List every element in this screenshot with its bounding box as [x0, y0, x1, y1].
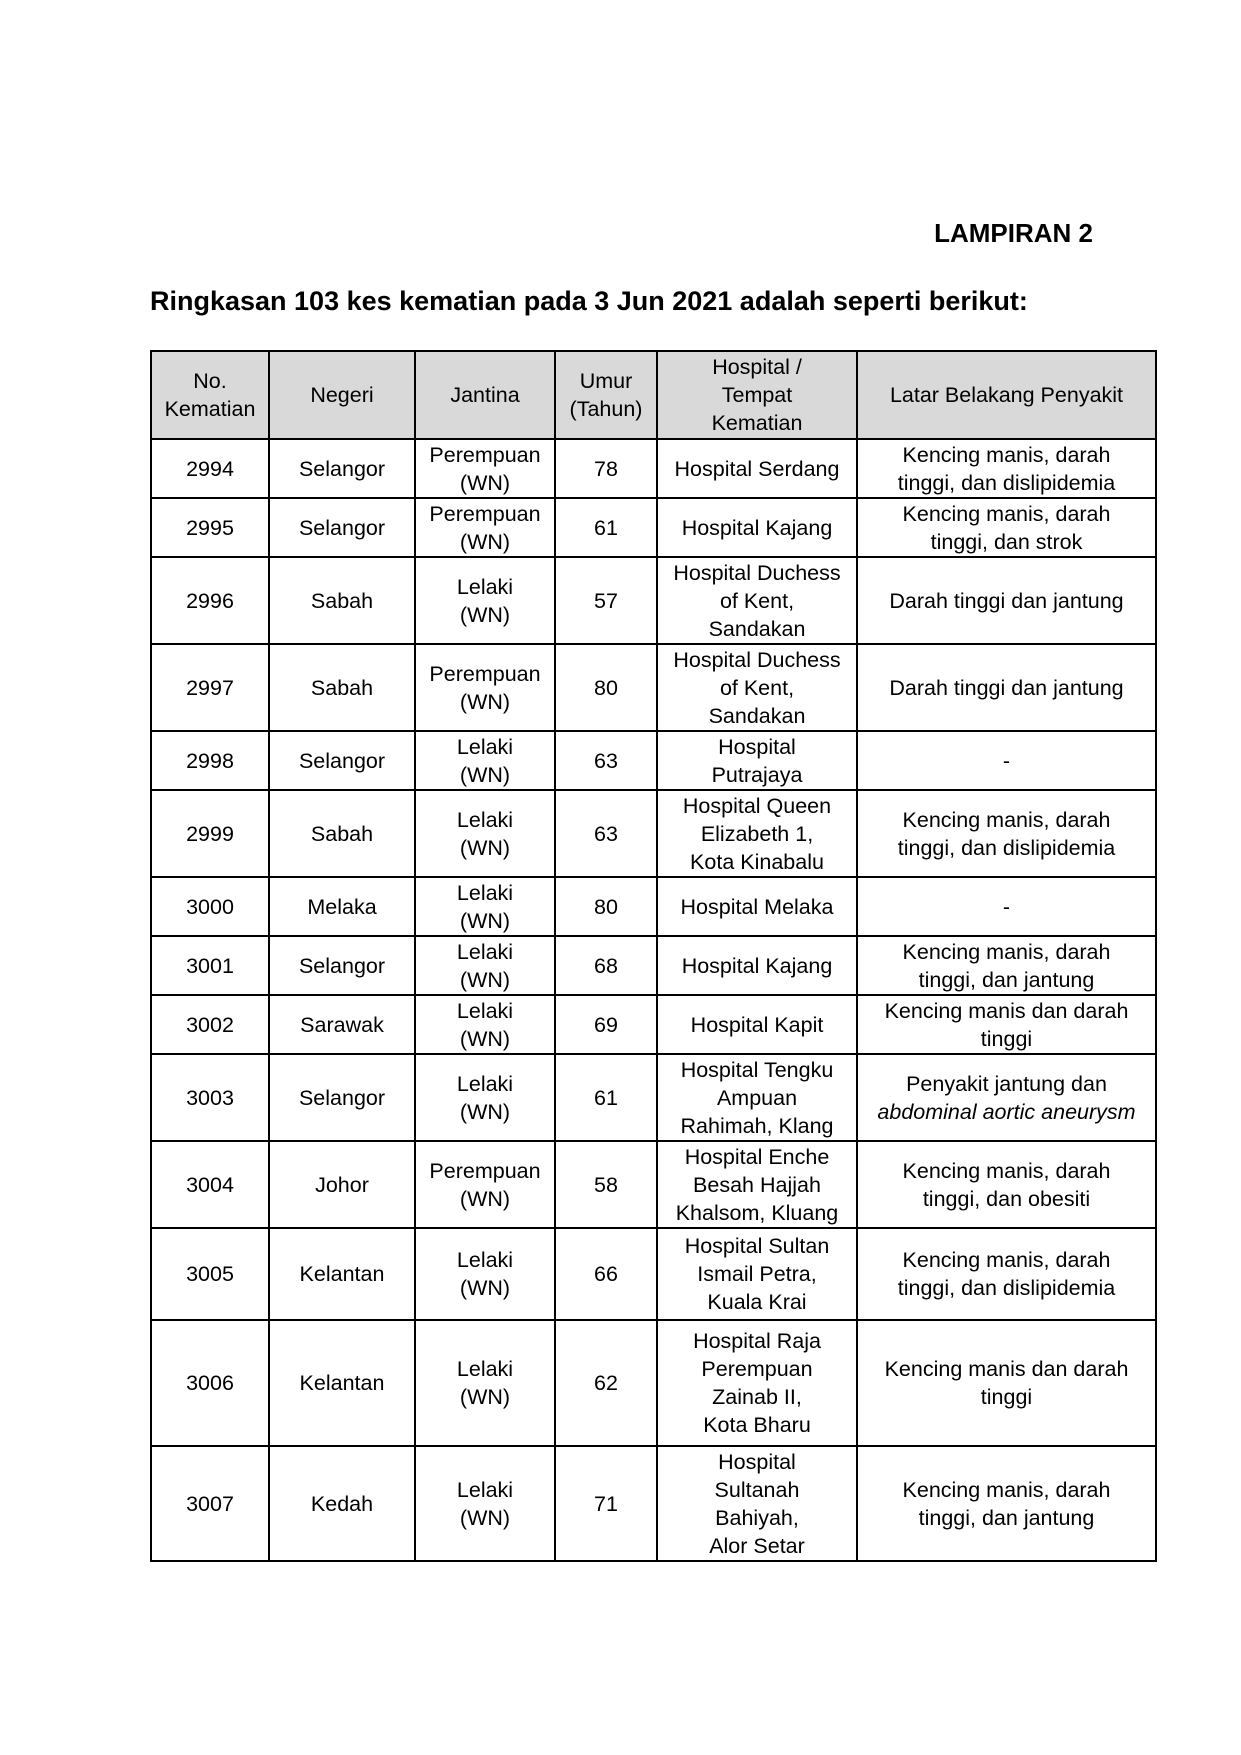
- table-row: [151, 557, 1156, 644]
- cell-line: Kencing manis dan darah: [884, 1357, 1129, 1381]
- cell-line: (WN): [459, 1186, 511, 1211]
- death-number-cell: 2998: [151, 731, 269, 790]
- cell-line: Hospital Enche: [684, 1144, 830, 1169]
- gender-cell: [415, 498, 555, 557]
- cell-line: Kencing manis, darah: [902, 442, 1111, 467]
- gender-cell: [415, 936, 555, 995]
- cell-line: Lelaki: [456, 807, 514, 832]
- table-row: [151, 644, 1156, 731]
- age-cell: 80: [555, 877, 657, 936]
- background-cell: [857, 557, 1156, 644]
- cell-line: Ampuan: [716, 1085, 798, 1110]
- deaths-table: [150, 350, 1157, 1562]
- cell-line: No.: [193, 369, 227, 393]
- death-number-cell: 3000: [151, 877, 269, 936]
- age-cell: 68: [555, 936, 657, 995]
- cell-line: Lelaki: [456, 880, 514, 905]
- hospital-cell: [657, 877, 857, 936]
- header-age: [555, 351, 657, 439]
- cell-line: (WN): [459, 1099, 511, 1124]
- header-gender: [415, 351, 555, 439]
- state-cell: Kedah: [269, 1446, 415, 1561]
- state-cell: Sarawak: [269, 995, 415, 1054]
- cell-line: Darah tinggi dan jantung: [889, 675, 1124, 700]
- death-number-cell: 3002: [151, 995, 269, 1054]
- cell-line: (WN): [459, 1276, 511, 1300]
- cell-line: Kencing manis, darah: [902, 501, 1111, 526]
- state-cell: Sabah: [269, 557, 415, 644]
- cell-line: (WN): [459, 529, 511, 554]
- state-cell: Sabah: [269, 644, 415, 731]
- hospital-cell: [657, 1228, 857, 1320]
- cell-line: tinggi, dan strok: [930, 529, 1083, 554]
- table-row: [151, 1446, 1156, 1561]
- hospital-cell: [657, 498, 857, 557]
- background-cell: [857, 1054, 1156, 1141]
- cell-line: Perempuan: [429, 501, 541, 526]
- cell-line: Hospital Duchess: [673, 560, 841, 585]
- background-cell: [857, 790, 1156, 877]
- background-cell: [857, 498, 1156, 557]
- cell-line: Zainab II,: [712, 1385, 802, 1409]
- appendix-label: LAMPIRAN 2: [934, 218, 1093, 248]
- state-cell: Selangor: [269, 936, 415, 995]
- gender-cell: [415, 731, 555, 790]
- cell-line: tinggi: [980, 1026, 1033, 1051]
- cell-line: Sultanah: [714, 1477, 800, 1502]
- cell-line: -: [1002, 894, 1011, 919]
- cell-line: Kuala Krai: [707, 1290, 807, 1314]
- cell-line: Latar Belakang Penyakit: [889, 383, 1124, 407]
- state-cell: Selangor: [269, 439, 415, 498]
- death-number-cell: 2994: [151, 439, 269, 498]
- cell-line: Sandakan: [708, 703, 806, 728]
- background-cell: [857, 936, 1156, 995]
- cell-line: Kencing manis, darah: [902, 1158, 1111, 1183]
- hospital-cell: [657, 557, 857, 644]
- age-cell: 80: [555, 644, 657, 731]
- cell-line: Hospital: [718, 734, 796, 759]
- cell-line: Negeri: [310, 383, 374, 407]
- cell-line: Hospital Sultan: [684, 1234, 830, 1258]
- cell-line: Lelaki: [456, 1248, 514, 1272]
- cell-line: Kota Kinabalu: [690, 849, 824, 874]
- table-row: [151, 1228, 1156, 1320]
- cell-line: Hospital Tengku: [680, 1057, 834, 1082]
- death-number-cell: 3001: [151, 936, 269, 995]
- summary-title: Ringkasan 103 kes kematian pada 3 Jun 2021 adalah seperti berikut:: [150, 286, 1028, 316]
- table-row: [151, 936, 1156, 995]
- hospital-cell: [657, 1446, 857, 1561]
- death-number-cell: 3003: [151, 1054, 269, 1141]
- table-row: [151, 877, 1156, 936]
- cell-line: tinggi: [980, 1385, 1033, 1409]
- gender-cell: [415, 1446, 555, 1561]
- state-cell: Kelantan: [269, 1320, 415, 1446]
- header-no: [151, 351, 269, 439]
- cell-line: tinggi, dan dislipidemia: [897, 470, 1116, 495]
- cell-line: Perempuan: [429, 661, 541, 686]
- cell-line: -: [1002, 748, 1011, 773]
- cell-line: tinggi, dan dislipidemia: [897, 1276, 1116, 1300]
- cell-line: Hospital Melaka: [680, 894, 834, 919]
- hospital-cell: [657, 1054, 857, 1141]
- cell-line: Kencing manis dan darah: [884, 998, 1129, 1023]
- cell-line: Elizabeth 1,: [700, 821, 814, 846]
- cell-line: Kencing manis, darah: [902, 1477, 1111, 1502]
- age-cell: 63: [555, 790, 657, 877]
- state-cell: Sabah: [269, 790, 415, 877]
- cell-line: Kencing manis, darah: [902, 807, 1111, 832]
- cell-line: Kematian: [711, 411, 803, 435]
- table-header-row: [151, 351, 1156, 439]
- gender-cell: [415, 790, 555, 877]
- table-row: [151, 790, 1156, 877]
- header-hospital: [657, 351, 857, 439]
- cell-line: Umur: [579, 369, 633, 393]
- cell-line: Khalsom, Kluang: [675, 1200, 839, 1225]
- death-number-cell: 3006: [151, 1320, 269, 1446]
- cell-line: Lelaki: [456, 1071, 514, 1096]
- age-cell: 63: [555, 731, 657, 790]
- cell-line-italic: abdominal aortic aneurysm: [877, 1099, 1136, 1124]
- cell-line: Alor Setar: [709, 1533, 805, 1558]
- table-row: [151, 1141, 1156, 1228]
- header-state: [269, 351, 415, 439]
- background-cell: [857, 1446, 1156, 1561]
- cell-line: (WN): [459, 1505, 511, 1530]
- age-cell: 62: [555, 1320, 657, 1446]
- hospital-cell: [657, 731, 857, 790]
- cell-line: Kota Bharu: [703, 1413, 811, 1437]
- cell-line: (WN): [459, 689, 511, 714]
- cell-line: tinggi, dan obesiti: [922, 1186, 1091, 1211]
- cell-line: Putrajaya: [711, 762, 803, 787]
- cell-line: tinggi, dan jantung: [918, 1505, 1095, 1530]
- age-cell: 71: [555, 1446, 657, 1561]
- state-cell: Kelantan: [269, 1228, 415, 1320]
- cell-line: Sandakan: [708, 616, 806, 641]
- cell-line: Lelaki: [456, 574, 514, 599]
- cell-line: Penyakit jantung dan: [906, 1071, 1107, 1096]
- cell-line: Hospital Queen: [682, 793, 832, 818]
- hospital-cell: [657, 439, 857, 498]
- age-cell: 61: [555, 1054, 657, 1141]
- cell-line: Lelaki: [456, 998, 514, 1023]
- cell-line: (WN): [459, 967, 511, 992]
- cell-line: (WN): [459, 1026, 511, 1051]
- death-number-cell: 2997: [151, 644, 269, 731]
- table-row: [151, 498, 1156, 557]
- cell-line: (WN): [459, 908, 511, 933]
- cell-line: of Kent,: [719, 675, 795, 700]
- cell-line: Bahiyah,: [715, 1505, 799, 1530]
- cell-line: Hospital Kajang: [681, 953, 833, 978]
- cell-line: (WN): [459, 762, 511, 787]
- background-cell: [857, 439, 1156, 498]
- background-cell: [857, 731, 1156, 790]
- state-cell: Selangor: [269, 1054, 415, 1141]
- table-body: [151, 439, 1156, 1561]
- cell-line: Ismail Petra,: [697, 1262, 817, 1286]
- table-row: [151, 995, 1156, 1054]
- cell-line: Lelaki: [456, 734, 514, 759]
- hospital-cell: [657, 790, 857, 877]
- cell-line: Hospital Raja: [693, 1329, 821, 1353]
- hospital-cell: [657, 1141, 857, 1228]
- cell-line: Lelaki: [456, 939, 514, 964]
- state-cell: Selangor: [269, 731, 415, 790]
- table-row: [151, 1320, 1156, 1446]
- cell-line: Kencing manis, darah: [902, 1248, 1111, 1272]
- hospital-cell: [657, 936, 857, 995]
- gender-cell: [415, 995, 555, 1054]
- cell-line: Besah Hajjah: [693, 1172, 821, 1197]
- gender-cell: [415, 1141, 555, 1228]
- death-number-cell: 3005: [151, 1228, 269, 1320]
- gender-cell: [415, 1228, 555, 1320]
- state-cell: Johor: [269, 1141, 415, 1228]
- cell-line: Rahimah, Klang: [680, 1113, 834, 1138]
- cell-line: Jantina: [450, 383, 520, 407]
- age-cell: 66: [555, 1228, 657, 1320]
- background-cell: [857, 995, 1156, 1054]
- cell-line: tinggi, dan jantung: [918, 967, 1095, 992]
- cell-line: Hospital Kajang: [681, 515, 833, 540]
- table-row: [151, 1054, 1156, 1141]
- gender-cell: [415, 557, 555, 644]
- cell-line: Hospital Duchess: [673, 647, 841, 672]
- cell-line: (WN): [459, 602, 511, 627]
- age-cell: 61: [555, 498, 657, 557]
- hospital-cell: [657, 1320, 857, 1446]
- cell-line: Tempat: [721, 383, 793, 407]
- death-number-cell: 3004: [151, 1141, 269, 1228]
- cell-line: Lelaki: [456, 1357, 514, 1381]
- cell-line: Perempuan: [701, 1357, 813, 1381]
- background-cell: [857, 1320, 1156, 1446]
- table-row: [151, 439, 1156, 498]
- death-number-cell: 2996: [151, 557, 269, 644]
- cell-line: tinggi, dan dislipidemia: [897, 835, 1116, 860]
- cell-line: Hospital: [718, 1449, 796, 1474]
- death-number-cell: 2995: [151, 498, 269, 557]
- hospital-cell: [657, 995, 857, 1054]
- background-cell: [857, 877, 1156, 936]
- gender-cell: [415, 877, 555, 936]
- cell-line: Kematian: [164, 397, 256, 421]
- cell-line: Hospital Kapit: [690, 1012, 824, 1037]
- age-cell: 78: [555, 439, 657, 498]
- age-cell: 69: [555, 995, 657, 1054]
- cell-line: (WN): [459, 470, 511, 495]
- table-row: [151, 731, 1156, 790]
- death-number-cell: 2999: [151, 790, 269, 877]
- cell-line: (WN): [459, 1385, 511, 1409]
- age-cell: 58: [555, 1141, 657, 1228]
- state-cell: Melaka: [269, 877, 415, 936]
- gender-cell: [415, 1054, 555, 1141]
- gender-cell: [415, 439, 555, 498]
- cell-line: Kencing manis, darah: [902, 939, 1111, 964]
- age-cell: 57: [555, 557, 657, 644]
- cell-line: (Tahun): [569, 397, 643, 421]
- cell-line: Hospital Serdang: [674, 456, 840, 481]
- hospital-cell: [657, 644, 857, 731]
- header-background: [857, 351, 1156, 439]
- background-cell: [857, 1141, 1156, 1228]
- cell-line: Lelaki: [456, 1477, 514, 1502]
- cell-line: Hospital /: [712, 355, 802, 379]
- state-cell: Selangor: [269, 498, 415, 557]
- gender-cell: [415, 644, 555, 731]
- cell-line: Perempuan: [429, 442, 541, 467]
- background-cell: [857, 644, 1156, 731]
- cell-line: (WN): [459, 835, 511, 860]
- cell-line: Darah tinggi dan jantung: [889, 588, 1124, 613]
- background-cell: [857, 1228, 1156, 1320]
- cell-line: of Kent,: [719, 588, 795, 613]
- gender-cell: [415, 1320, 555, 1446]
- death-number-cell: 3007: [151, 1446, 269, 1561]
- cell-line: Perempuan: [429, 1158, 541, 1183]
